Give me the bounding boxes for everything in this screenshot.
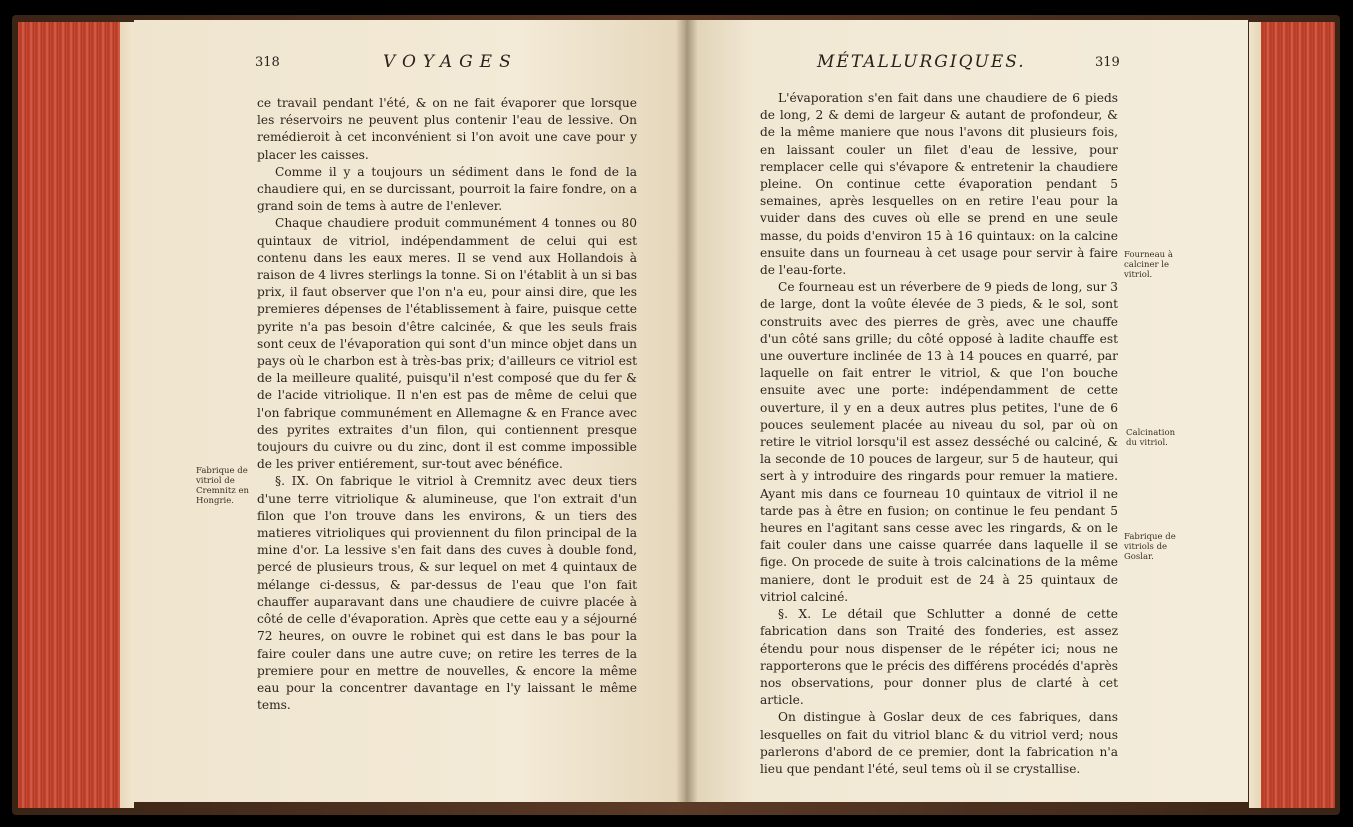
right-paragraph-3: §. X. Le détail que Schlutter a donné de cette fabrication dans son Traité des fonderies, est assez étendu pour nous dispenser de le répéter ici; nous ne rapporterons que le précis des différens procédés d'après nos observations, pour donner plus de clarté à cet article. (760, 607, 1118, 708)
book-gutter (676, 20, 698, 802)
right-margin-note-1: Fourneau à calciner le vitriol. (1124, 250, 1173, 280)
left-paragraph-3: Chaque chaudiere produit communément 4 tonnes ou 80 quintaux de vitriol, indépendamment de celui qui est contenu dans les eaux meres. Il se vend aux Hollandois à raison de 4 livres sterlings la tonne. Si on l'établit à un si bas prix, il faut observer que l'on n'a eu, pour ainsi dire, que les premieres dépenses de l'établissement à faire, puisque cette pyrite n'a pas besoin d'être calcinée, & que les seuls frais sont ceux de l'évaporation qui sont d'un mince objet dans un pays où le charbon est à très-bas prix; d'ailleurs ce vitriol est de la meilleure qualité, puisqu'il n'est composé que du fer & de l'acide vitriolique. Il n'en est pas de même de celui que l'on fabrique communément en Allemagne & en France avec des pyrites extraites d'un filon, qui contiennent presque toujours du cuivre ou du zinc, dont il est comme impossible de les priver entiérement, sur-tout avec bénéfice. (257, 216, 637, 472)
right-margin-note-3: Fabrique de vitriols de Goslar. (1124, 532, 1176, 562)
left-page-edges (18, 22, 134, 808)
right-paragraph-4: On distingue à Goslar deux de ces fabriques, dans lesquelles on fait du vitriol blanc & du vitriol verd; nous parlerons d'abord de ce premier, dont la fabrication n'a lieu que pendant l'été, seul tems où il se crystallise. (760, 710, 1118, 776)
left-paragraph-4: §. IX. On fabrique le vitriol à Cremnitz avec deux tiers d'une terre vitriolique & alumineuse, que l'on extrait d'un filon que l'on trouve dans les environs, & un tiers des matieres vitrioliques qui proviennent du filon principal de la mine d'or. La lessive s'en fait dans des cuves à double fond, percé de plusieurs trous, & sur lequel on met 4 quintaux de mélange ci-dessus, & par-dessus de l'eau que l'on fait chauffer auparavant dans une chaudiere de cuivre placée à côté de celle d'évaporation. Après que cette eau y a séjourné 72 heures, on ouvre le robinet qui est dans le bas pour la faire couler dans une autre cuve; on retire les terres de la premiere pour en mettre de nouvelles, & encore la même eau pour la concentrer davantage en l'y laissant le même tems. (257, 474, 637, 713)
left-paragraph-1: ce travail pendant l'été, & on ne fait évaporer que lorsque les réservoirs ne peuvent plus contenir l'eau de lessive. On remédieroit à cet inconvénient si l'on avoit une cave pour y placer les caisses. (257, 96, 637, 162)
right-page-body (760, 90, 1118, 778)
right-page-header (1095, 52, 1120, 70)
left-running-head: VOYAGES (383, 52, 518, 72)
left-page-body (257, 95, 637, 714)
left-margin-note: Fabrique de vitriol de Cremnitz en Hongrie. (196, 466, 249, 506)
right-running-head: MÉTALLURGIQUES. (817, 52, 1026, 72)
left-paragraph-2: Comme il y a toujours un sédiment dans le fond de la chaudiere qui, en se durcissant, pourroit la faire fondre, on a grand soin de tems à autre de l'enlever. (257, 164, 637, 214)
right-running-head-wrap (817, 52, 1026, 72)
left-page-number: 318 (255, 55, 280, 70)
right-paragraph-1: L'évaporation s'en fait dans une chaudiere de 6 pieds de long, 2 & demi de largeur & autant de profondeur, & de la même maniere que nous l'avons dit plusieurs fois, en laissant couler un filet d'eau de lessive, pour remplacer celle qui s'évapore & entretenir la chaudiere pleine. On continue cette évaporation pendant 5 semaines, après lesquelles on en retire l'eau pour la vuider dans des cuves où elle se prend en une seule masse, du poids d'environ 15 à 16 quintaux: on la calcine ensuite dans un fourneau à cet usage pour servir à faire de l'eau-forte. (760, 91, 1118, 278)
right-page-number: 319 (1095, 55, 1120, 70)
right-paragraph-2: Ce fourneau est un réverbere de 9 pieds de long, sur 3 de large, dont la voûte élevée de 3 pieds, & le sol, sont construits avec des pierres de grès, avec une chauffe d'un côté sans grille; du côté opposé à ladite chauffe est une ouverture inclinée de 13 à 14 pouces en quarré, par laquelle on fait entrer le vitriol, & que l'on bouche ensuite avec une porte: indépendamment de cette ouverture, il y en a deux autres plus petites, l'une de 6 pouces seulement placée au niveau du sol, par où on retire le vitriol lorsqu'il est assez desséché ou calciné, & la seconde de 10 pouces de largeur, sur 5 de hauteur, qui sert à y introduire des ringards pour remuer la matiere. Ayant mis dans ce fourneau 10 quintaux de vitriol il ne tarde pas à être en fusion; on continue le feu pendant 5 heures en l'agitant sans cesse avec les ringards, & on le fait couler dans une caisse quarrée dans laquelle il se fige. On procede de suite à trois calcinations de la même maniere, dont le produit est de 24 à 25 quintaux de vitriol calciné. (760, 280, 1118, 604)
left-page-header (255, 52, 280, 70)
right-page-edges (1249, 22, 1335, 808)
right-margin-note-2: Calcination du vitriol. (1126, 428, 1176, 448)
left-running-head-wrap (383, 52, 518, 72)
